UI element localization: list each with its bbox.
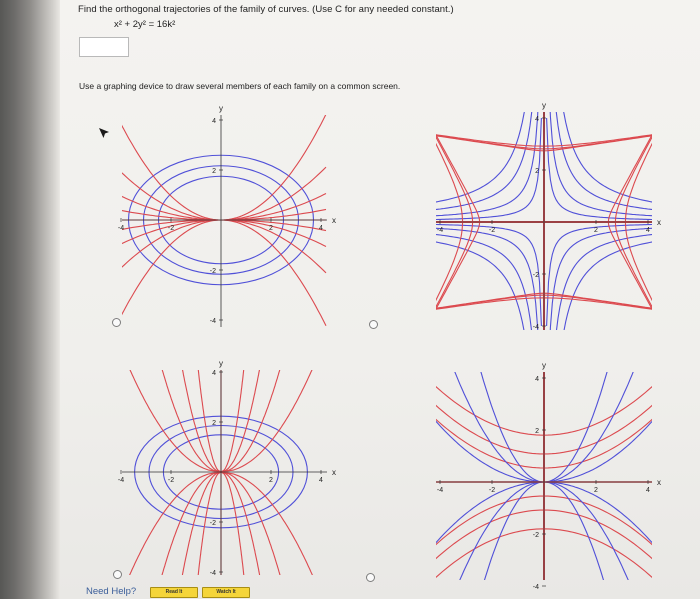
x-tick-label: -2 [167, 477, 175, 484]
family-hyperbola [547, 118, 661, 220]
family-hyperbola [547, 0, 661, 204]
trajectory-curve [221, 472, 261, 585]
family-hyperbola [427, 0, 541, 216]
graph-instruction: Use a graphing device to draw several members of each family on a common screen. [79, 81, 401, 91]
graph-option-b [376, 100, 676, 335]
y-tick-label: 4 [212, 118, 216, 125]
y-axis-label: y [219, 104, 223, 113]
family-hyperbola [547, 0, 661, 210]
y-tick-label: -4 [532, 324, 539, 331]
trajectory-curve [221, 360, 261, 473]
y-tick-label: 4 [535, 116, 539, 123]
x-axis-label: x [332, 216, 336, 225]
x-tick-label: 4 [319, 477, 323, 484]
y-tick-label: -4 [209, 570, 216, 577]
graph-option-d [376, 360, 676, 591]
x-tick-label: 2 [594, 487, 598, 494]
family-hyperbola [427, 0, 541, 204]
y-tick-label: 4 [212, 370, 216, 377]
x-tick-label: -4 [117, 477, 125, 484]
y-axis-label: y [542, 361, 546, 370]
radio-option-c[interactable] [113, 570, 122, 579]
family-hyperbola [547, 224, 661, 326]
trajectory-curve [126, 360, 222, 473]
device-bezel [0, 0, 60, 599]
radio-option-b[interactable] [369, 320, 378, 329]
need-help-label: Need Help? [86, 586, 137, 597]
trajectory-curve [221, 472, 317, 585]
trajectory-curve [126, 472, 222, 585]
x-tick-label: -2 [167, 225, 175, 232]
question-prompt: Find the orthogonal trajectories of the family of curves. (Use C for any needed constant.) [78, 4, 454, 15]
y-tick-label: -4 [209, 318, 216, 325]
x-axis-label: x [332, 468, 336, 477]
y-tick-label: -4 [532, 584, 539, 591]
radio-option-d[interactable] [366, 573, 375, 582]
x-tick-label: -4 [436, 227, 444, 234]
trajectory-curve [181, 472, 221, 585]
x-axis-label: x [657, 478, 661, 487]
family-hyperbola [427, 224, 541, 326]
x-tick-label: -2 [488, 487, 496, 494]
x-tick-label: 2 [269, 477, 273, 484]
answer-input[interactable] [79, 37, 129, 57]
x-tick-label: -4 [436, 487, 444, 494]
x-tick-label: 4 [646, 487, 650, 494]
x-tick-label: 2 [594, 227, 598, 234]
watch-it-button[interactable]: Watch It [202, 587, 250, 598]
graph-option-a [117, 104, 402, 335]
family-hyperbola [547, 0, 661, 216]
read-it-button[interactable]: Read It [150, 587, 198, 598]
x-tick-label: -4 [117, 225, 125, 232]
y-axis-label: y [219, 359, 223, 368]
x-tick-label: 4 [646, 227, 650, 234]
x-axis-label: x [657, 218, 661, 227]
y-tick-label: 2 [535, 168, 539, 175]
radio-option-a[interactable] [112, 318, 121, 327]
y-tick-label: -2 [532, 272, 539, 279]
y-tick-label: -2 [209, 268, 216, 275]
trajectory-curve [221, 360, 317, 473]
graph-option-c [117, 359, 402, 585]
y-tick-label: 2 [212, 420, 216, 427]
y-tick-label: -2 [209, 520, 216, 527]
x-tick-label: 4 [319, 225, 323, 232]
y-tick-label: 2 [212, 168, 216, 175]
y-tick-label: -2 [532, 532, 539, 539]
x-tick-label: 2 [269, 225, 273, 232]
family-hyperbola [427, 118, 541, 220]
y-tick-label: 2 [535, 428, 539, 435]
x-tick-label: -2 [488, 227, 496, 234]
question-page [60, 0, 700, 599]
y-tick-label: 4 [535, 376, 539, 383]
mouse-pointer-icon [98, 127, 110, 141]
given-equation: x² + 2y² = 16k² [114, 19, 176, 30]
y-axis-label: y [542, 101, 546, 110]
family-hyperbola [427, 0, 541, 210]
